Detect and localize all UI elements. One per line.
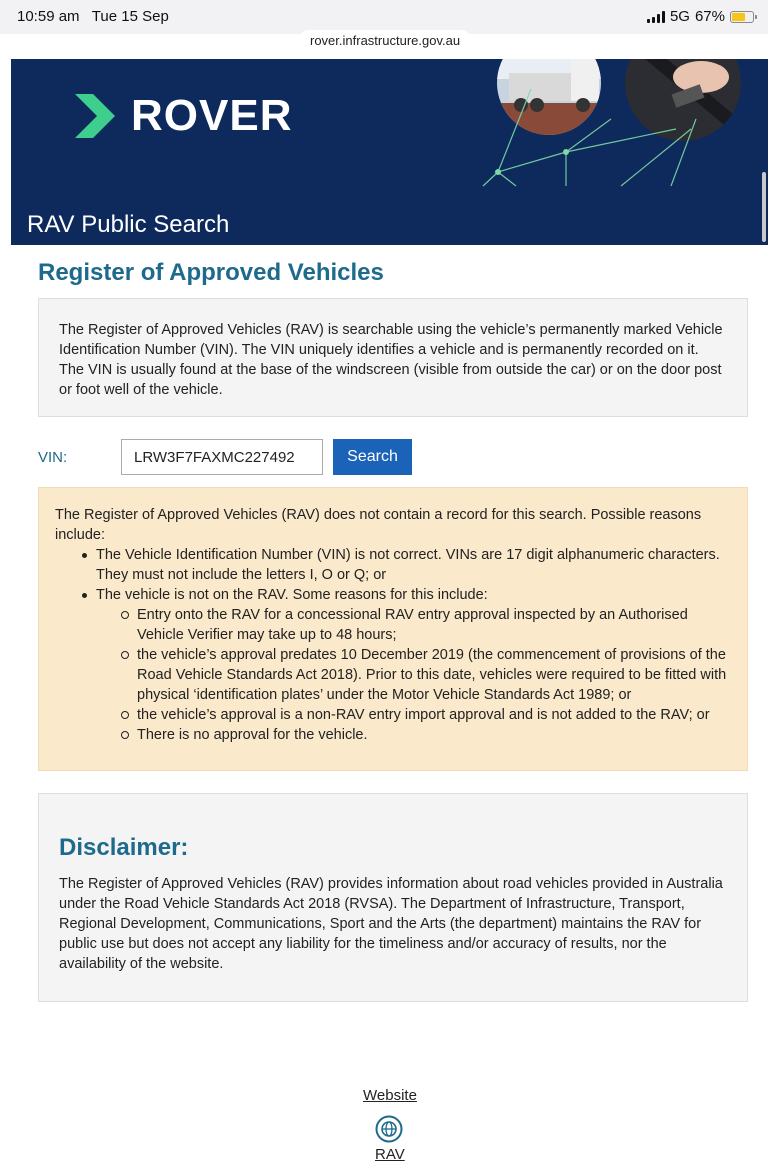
globe-icon[interactable] — [375, 1115, 403, 1143]
site-subtitle: RAV Public Search — [27, 211, 230, 238]
status-bar — [0, 0, 768, 34]
alert-lead: The Register of Approved Vehicles (RAV) does not contain a record for this search. Possible reasons include: — [55, 507, 702, 543]
intro-text: The Register of Approved Vehicles (RAV) is searchable using the vehicle’s permanently marked Vehicle Identification Number (VIN). The VIN uniquely identifies a vehicle and is permanently recorded on it. The VIN is usually found at the base of the windscreen (visible from outside the car) or on the door post or foot well of the vehicle. — [59, 322, 723, 398]
website-link[interactable]: Website — [363, 1087, 417, 1104]
vin-input[interactable] — [121, 439, 323, 475]
rover-logo[interactable] — [75, 91, 292, 141]
banner-illustration — [451, 59, 768, 199]
seatbelt-photo-circle — [621, 59, 751, 149]
sub-reason-item: There is no approval for the vehicle. — [55, 725, 731, 745]
battery-icon — [730, 11, 754, 23]
site-header-banner — [11, 59, 768, 245]
status-indicators — [647, 8, 754, 25]
disclaimer-title: Disclaimer: — [59, 834, 189, 861]
status-time — [17, 8, 169, 25]
sub-reason-item: the vehicle’s approval is a non-RAV entry import approval and is not added to the RAV; or — [55, 705, 731, 725]
address-bar-url: rover.infrastructure.gov.au — [310, 33, 461, 48]
intro-panel — [38, 298, 748, 417]
truck-photo-circle — [491, 59, 611, 143]
disclaimer-panel — [38, 793, 748, 1002]
address-bar[interactable] — [298, 30, 472, 52]
logo-text: ROVER — [131, 91, 293, 140]
status-time-clock: 10:59 am — [17, 8, 80, 25]
scrollbar[interactable] — [762, 172, 766, 242]
battery-percent: 67% — [694, 8, 725, 25]
reason-invalid-vin: The Vehicle Identification Number (VIN) is not correct. VINs are 17 digit alphanumeric characters. They must not include the letters I, O or Q; or — [55, 545, 731, 585]
reason-not-on-rav: The vehicle is not on the RAV. Some reasons for this include: — [55, 585, 731, 605]
disclaimer-text: The Register of Approved Vehicles (RAV) provides information about road vehicles provided in Australia under the Road Vehicle Standards Act 2018 (RVSA). The Department of Infrastructure, Transport, Regional Development, Communications, Sport and the Arts (the department) maintains the RAV for public use but does not accept any liability for the timeliness and/or accuracy of results, nor the availability of the website. — [59, 876, 723, 972]
sub-reason-item: the vehicle’s approval predates 10 December 2019 (the commencement of provisions of the Road Vehicle Standards Act 2018). Prior to this date, vehicles were required to be fitted with physical ‘identification plates’ under the Motor Vehicle Standards Act 1989; or — [55, 645, 731, 705]
network-type: 5G — [669, 8, 690, 25]
page-title: Register of Approved Vehicles — [38, 259, 384, 286]
signal-icon — [647, 11, 665, 23]
rav-link[interactable]: RAV — [375, 1146, 405, 1163]
chevron-right-logo-icon — [75, 94, 119, 138]
no-record-alert — [38, 487, 748, 771]
sub-reason-item: Entry onto the RAV for a concessional RAV entry approval inspected by an Authorised Vehicle Verifier may take up to 48 hours; — [55, 605, 731, 645]
search-button[interactable]: Search — [333, 439, 412, 475]
reason-list — [55, 545, 731, 745]
vin-label: VIN: — [38, 449, 68, 466]
status-date: Tue 15 Sep — [91, 8, 169, 25]
